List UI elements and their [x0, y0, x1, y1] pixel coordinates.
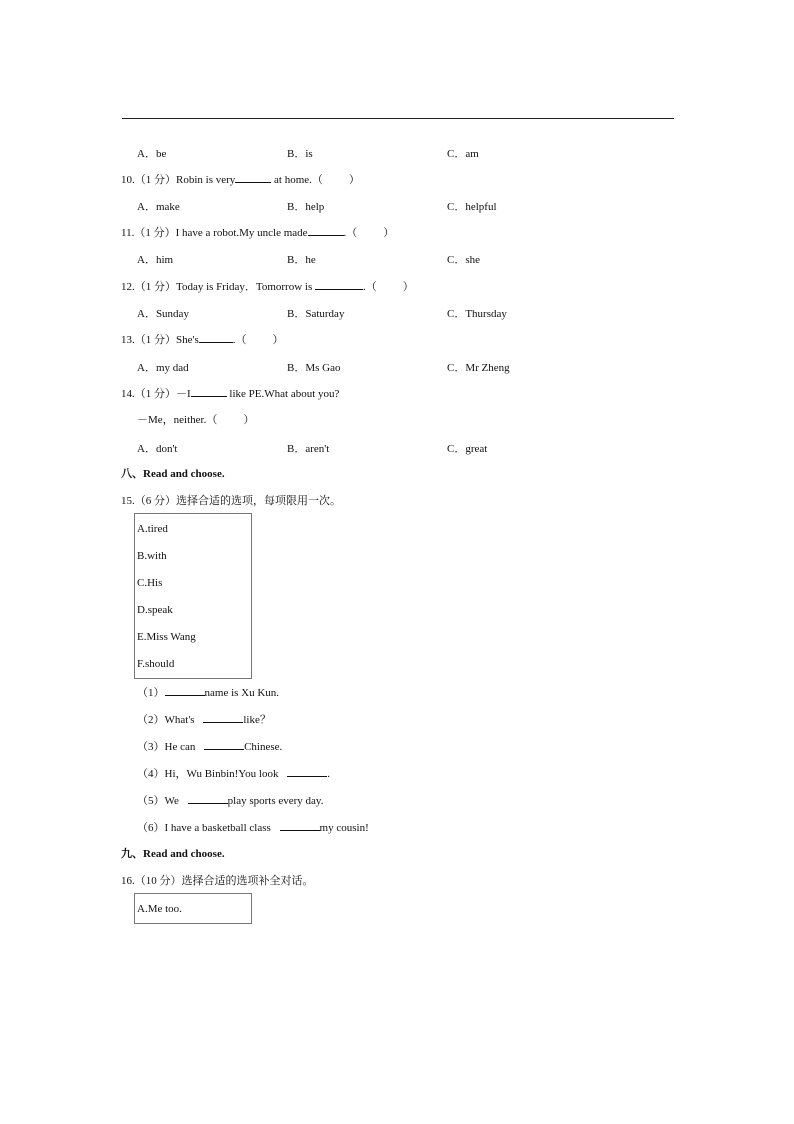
paren-close: ） [383, 227, 395, 239]
question-text: .（ [343, 227, 358, 239]
question-instruction: 选择合适的选项，每项限用一次。 [176, 495, 341, 507]
option-b[interactable]: B．is [287, 148, 313, 160]
fill-item-4 [137, 765, 330, 781]
question-text: like PE.What about you? [226, 388, 340, 400]
paren-close: ） [243, 414, 255, 426]
header-rule [122, 118, 674, 119]
option-a[interactable]: A．him [137, 254, 174, 266]
option-a[interactable]: A．be [137, 148, 167, 160]
option-b[interactable]: B．Saturday [287, 308, 345, 320]
fill-item-text: （3）He can [137, 741, 199, 753]
option-b[interactable]: B．he [287, 254, 316, 266]
answer-blank[interactable] [203, 711, 243, 723]
question-15 [121, 493, 341, 509]
question-number: 13.（1 分） [121, 334, 176, 346]
paren-close: ） [402, 281, 414, 293]
word-bank-item: A.tired [137, 523, 168, 535]
option-b[interactable]: B．aren't [287, 443, 330, 455]
option-c[interactable]: C．great [447, 443, 488, 455]
word-bank-item: E.Miss Wang [137, 631, 196, 643]
fill-item-2 [137, 711, 271, 727]
question-number: 10.（1 分） [121, 174, 176, 186]
option-a[interactable]: A．don't [137, 443, 178, 455]
word-bank-box [134, 513, 252, 679]
answer-blank[interactable] [191, 385, 227, 397]
word-bank-item: F.should [137, 658, 175, 670]
fill-item-text: （2）What's [137, 714, 198, 726]
question-number: 11.（1 分） [121, 227, 176, 239]
option-c[interactable]: C．Mr Zheng [447, 362, 510, 374]
answer-blank[interactable] [308, 224, 344, 236]
answer-blank[interactable] [235, 171, 271, 183]
section-heading: 九、Read and choose. [121, 848, 225, 860]
question-text: －Me，neither.（ [137, 414, 218, 426]
fill-item-text: （1） [137, 687, 165, 699]
paren-close: ） [348, 174, 360, 186]
word-bank-item: A.Me too. [137, 903, 182, 915]
fill-item-5 [137, 792, 323, 808]
fill-item-text: like？ [243, 714, 271, 726]
fill-item-text: . [327, 768, 330, 780]
question-number: 15.（6 分） [121, 495, 176, 507]
question-11 [121, 224, 394, 240]
word-bank-box [134, 893, 252, 924]
option-a[interactable]: A．Sunday [137, 308, 189, 320]
answer-blank[interactable] [315, 278, 363, 290]
question-16 [121, 873, 314, 889]
word-bank-item: C.His [137, 577, 163, 589]
fill-item-text: play sports every day. [227, 795, 324, 807]
option-c[interactable]: C．she [447, 254, 480, 266]
option-b[interactable]: B．help [287, 201, 325, 213]
option-b[interactable]: B．Ms Gao [287, 362, 341, 374]
question-12 [121, 278, 414, 294]
question-text: I have a robot.My uncle made [175, 227, 308, 239]
question-14-line-2 [137, 412, 254, 428]
question-instruction: 选择合适的选项补全对话。 [181, 875, 314, 887]
fill-item-3 [137, 738, 282, 754]
question-10 [121, 171, 360, 187]
answer-blank[interactable] [287, 765, 327, 777]
question-number: 14.（1 分） [121, 388, 176, 400]
question-13 [121, 331, 284, 347]
answer-blank[interactable] [204, 738, 244, 750]
section-heading: 八、Read and choose. [121, 468, 225, 480]
fill-item-6 [137, 819, 369, 835]
fill-item-text: my cousin! [319, 822, 369, 834]
question-number: 12.（1 分） [121, 281, 176, 293]
option-a[interactable]: A．make [137, 201, 180, 213]
fill-item-text: name is Xu Kun. [204, 687, 280, 699]
fill-item-text: （5）We [137, 795, 182, 807]
question-text: Robin is very [176, 174, 236, 186]
answer-blank[interactable] [165, 684, 205, 696]
question-text: .（ [363, 281, 377, 293]
word-bank-item: D.speak [137, 604, 173, 616]
answer-blank[interactable] [280, 819, 320, 831]
answer-blank[interactable] [199, 331, 233, 343]
option-c[interactable]: C．Thursday [447, 308, 507, 320]
question-text: She's [176, 334, 199, 346]
fill-item-text: （6）I have a basketball class [137, 822, 274, 834]
option-a[interactable]: A．my dad [137, 362, 189, 374]
fill-item-text: （4）Hi，Wu Binbin!You look [137, 768, 282, 780]
word-bank-item: B.with [137, 550, 167, 562]
fill-item-text: Chinese. [244, 741, 283, 753]
option-c[interactable]: C．am [447, 148, 479, 160]
question-text: at home.（ [271, 174, 323, 186]
paren-close: ） [272, 334, 284, 346]
question-text: －I [176, 388, 191, 400]
question-text: .（ [232, 334, 247, 346]
question-14 [121, 385, 339, 401]
option-c[interactable]: C．helpful [447, 201, 497, 213]
question-number: 16.（10 分） [121, 875, 182, 887]
question-text: Today is Friday．Tomorrow is [176, 281, 316, 293]
answer-blank[interactable] [188, 792, 228, 804]
fill-item-1 [137, 684, 279, 700]
